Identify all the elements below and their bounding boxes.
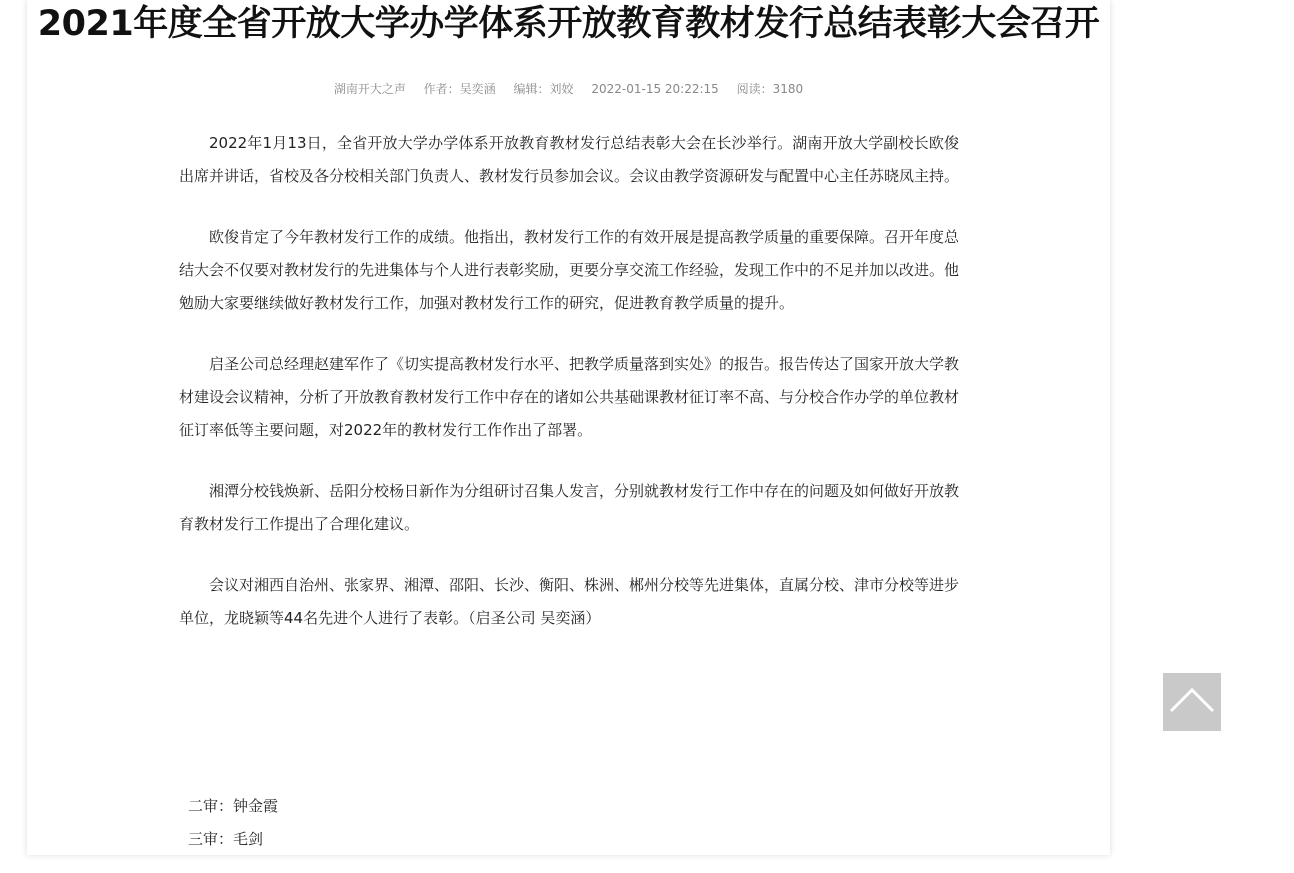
article-title: 2021年度全省开放大学办学体系开放教育教材发行总结表彰大会召开	[37, 4, 1100, 44]
article-meta	[27, 80, 1110, 97]
meta-datetime: 2022-01-15 20:22:15	[591, 82, 719, 96]
meta-author: 作者：吴奕涵	[423, 82, 496, 96]
back-to-top-button[interactable]	[1163, 673, 1221, 731]
meta-source: 湖南开大之声	[333, 82, 406, 96]
meta-editor: 编辑：刘姣	[513, 82, 574, 96]
article-paragraph: 会议对湘西自治州、张家界、湘潭、邵阳、长沙、衡阳、株洲、郴州分校等先进集体，直属分校、津市分校等进步单位，龙晓颖等44名先进个人进行了表彰。（启圣公司 吴奕涵）	[179, 576, 960, 627]
article-card	[27, 0, 1110, 855]
article-paragraph: 欧俊肯定了今年教材发行工作的成绩。他指出，教材发行工作的有效开展是提高教学质量的重要保障。召开年度总结大会不仅要对教材发行的先进集体与个人进行表彰奖励，更要分享交流工作经验，发现工作中的不足并加以改进。他勉励大家要继续做好教材发行工作，加强对教材发行工作的研究，促进教育教学质量的提升。	[179, 228, 960, 312]
third-review: 三审：毛剑	[188, 830, 264, 848]
article-paragraph: 启圣公司总经理赵建军作了《切实提高教材发行水平、把教学质量落到实处》的报告。报告传达了国家开放大学教材建设会议精神，分析了开放教育教材发行工作中存在的诸如公共基础课教材征订率不高、与分校合作办学的单位教材征订率低等主要问题，对2022年的教材发行工作作出了部署。	[179, 355, 960, 439]
article-paragraph: 湘潭分校钱焕新、岳阳分校杨日新作为分组研讨召集人发言，分别就教材发行工作中存在的问题及如何做好开放教育教材发行工作提出了合理化建议。	[179, 482, 960, 533]
chevron-up-icon	[1163, 673, 1221, 731]
article-body	[179, 127, 959, 663]
second-review: 二审：钟金霞	[188, 797, 279, 815]
meta-views: 阅读：3180	[736, 82, 804, 96]
article-paragraph: 2022年1月13日，全省开放大学办学体系开放教育教材发行总结表彰大会在长沙举行。湖南开放大学副校长欧俊出席并讲话，省校及各分校相关部门负责人、教材发行员参加会议。会议由教学资源研发与配置中心主任苏晓凤主持。	[179, 134, 960, 185]
